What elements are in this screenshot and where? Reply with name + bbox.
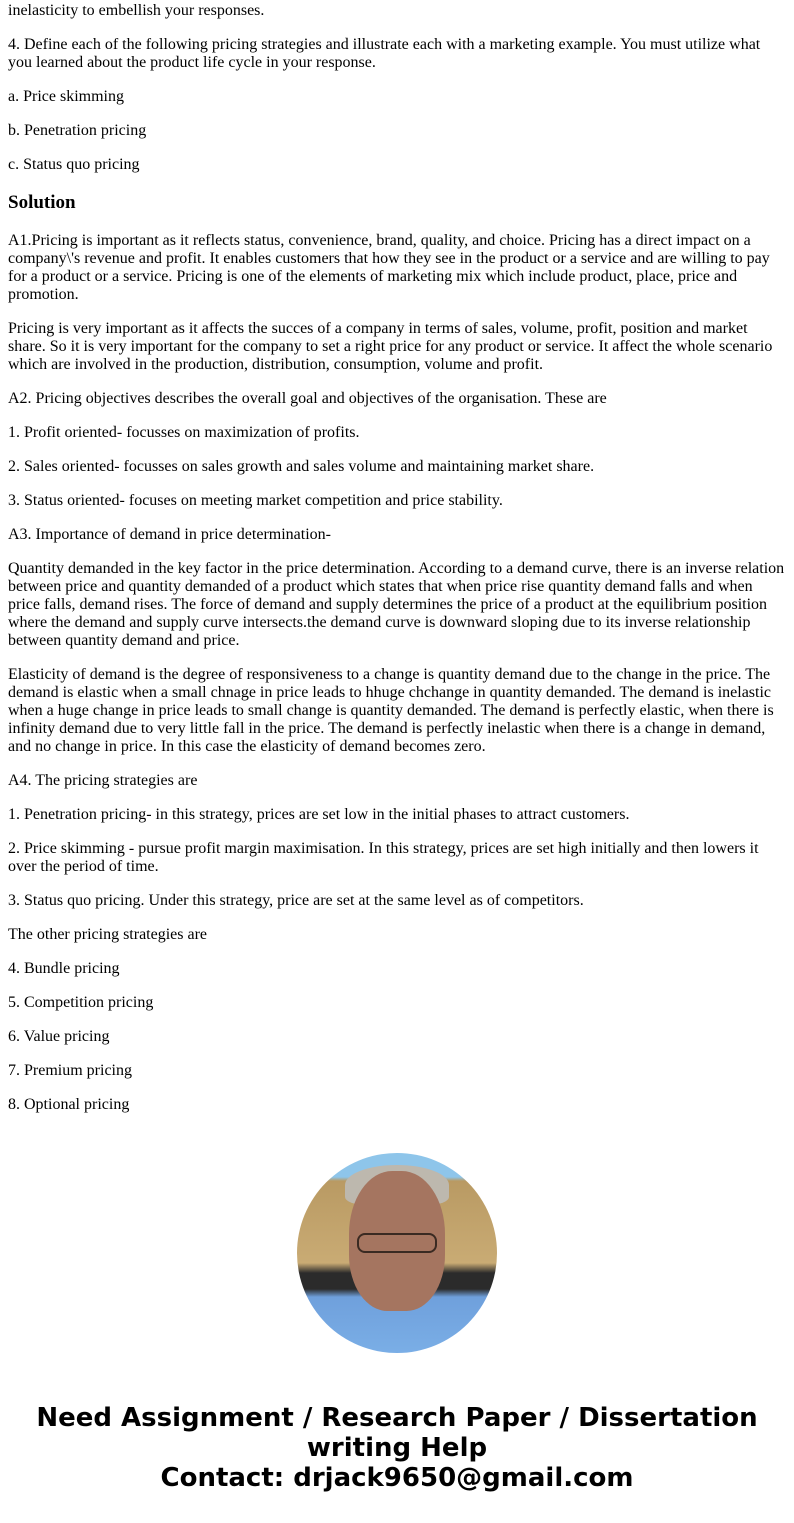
promo-contact: Contact: drjack9650@gmail.com bbox=[160, 1463, 634, 1493]
option-b: b. Penetration pricing bbox=[8, 122, 147, 139]
solution-paragraph: 1. Penetration pricing- in this strategy, prices are set low in the initial phases to attract customers. bbox=[8, 806, 630, 823]
solution-paragraph: 8. Optional pricing bbox=[8, 1096, 130, 1113]
document-content bbox=[8, 0, 786, 1130]
solution-paragraph: 1. Profit oriented- focusses on maximization of profits. bbox=[8, 424, 360, 441]
promo-headline: Need Assignment / Research Paper / Dissertation writing Help bbox=[36, 1403, 758, 1463]
solution-paragraph: 3. Status quo pricing. Under this strategy, price are set at the same level as of competitors. bbox=[8, 892, 584, 909]
solution-paragraph: Pricing is very important as it affects the succes of a company in terms of sales, volume, profit, position and market share. So it is very important for the company to set a right price for any product or service. It affect the whole scenario which are involved in the production, distribution, consumption, volume and profit. bbox=[8, 320, 773, 373]
option-c: c. Status quo pricing bbox=[8, 156, 140, 173]
solution-paragraph: 2. Price skimming - pursue profit margin maximisation. In this strategy, prices are set high initially and then lowers it over the period of time. bbox=[8, 840, 759, 875]
solution-heading: Solution bbox=[8, 192, 76, 213]
question-3-tail: inelasticity to embellish your responses. bbox=[8, 2, 265, 19]
photo-glasses bbox=[357, 1233, 437, 1253]
solution-paragraph: Elasticity of demand is the degree of responsiveness to a change is quantity demand due to the change in the price. The demand is elastic when a small chnage in price leads to hhuge chchange in quantity demanded. The demand is inelastic when a huge change in price leads to small change is quantity demanded. The demand is perfectly elastic, when there is infinity demand due to very little fall in the price. The demand is perfectly inelastic when there is a change in demand, and no change in price. In this case the elasticity of demand becomes zero. bbox=[8, 666, 774, 755]
tutor-photo bbox=[297, 1153, 497, 1353]
solution-paragraph: 7. Premium pricing bbox=[8, 1062, 132, 1079]
solution-paragraph: The other pricing strategies are bbox=[8, 926, 208, 943]
option-a: a. Price skimming bbox=[8, 88, 124, 105]
solution-paragraph: 4. Bundle pricing bbox=[8, 960, 120, 977]
solution-paragraph: 5. Competition pricing bbox=[8, 994, 154, 1011]
solution-paragraph: Quantity demanded in the key factor in the price determination. According to a demand curve, there is an inverse relation between price and quantity demanded of a product which states that when price rise quantity demand falls and when price falls, demand rises. The force of demand and supply determines the price of a product at the equilibrium position where the demand and supply curve intersects.the demand curve is downward sloping due to its inverse relationship between quantity demand and price. bbox=[8, 560, 785, 649]
solution-paragraph: A2. Pricing objectives describes the overall goal and objectives of the organisation. These are bbox=[8, 390, 607, 407]
promo-banner bbox=[0, 1403, 794, 1493]
solution-paragraph: A4. The pricing strategies are bbox=[8, 772, 198, 789]
solution-paragraph: A1.Pricing is important as it reflects status, convenience, brand, quality, and choice. Pricing has a direct impact on a company\'s revenue and profit. It enables customers that how they see in the product or a service and are willing to pay for a product or a service. Pricing is one of the elements of marketing mix which include product, place, price and promotion. bbox=[8, 232, 770, 303]
solution-paragraph: 3. Status oriented- focuses on meeting market competition and price stability. bbox=[8, 492, 503, 509]
solution-paragraph: 2. Sales oriented- focusses on sales growth and sales volume and maintaining market share. bbox=[8, 458, 595, 475]
solution-paragraph: 6. Value pricing bbox=[8, 1028, 110, 1045]
question-4: 4. Define each of the following pricing strategies and illustrate each with a marketing example. You must utilize what you learned about the product life cycle in your response. bbox=[8, 36, 761, 71]
solution-paragraph: A3. Importance of demand in price determination- bbox=[8, 526, 331, 543]
